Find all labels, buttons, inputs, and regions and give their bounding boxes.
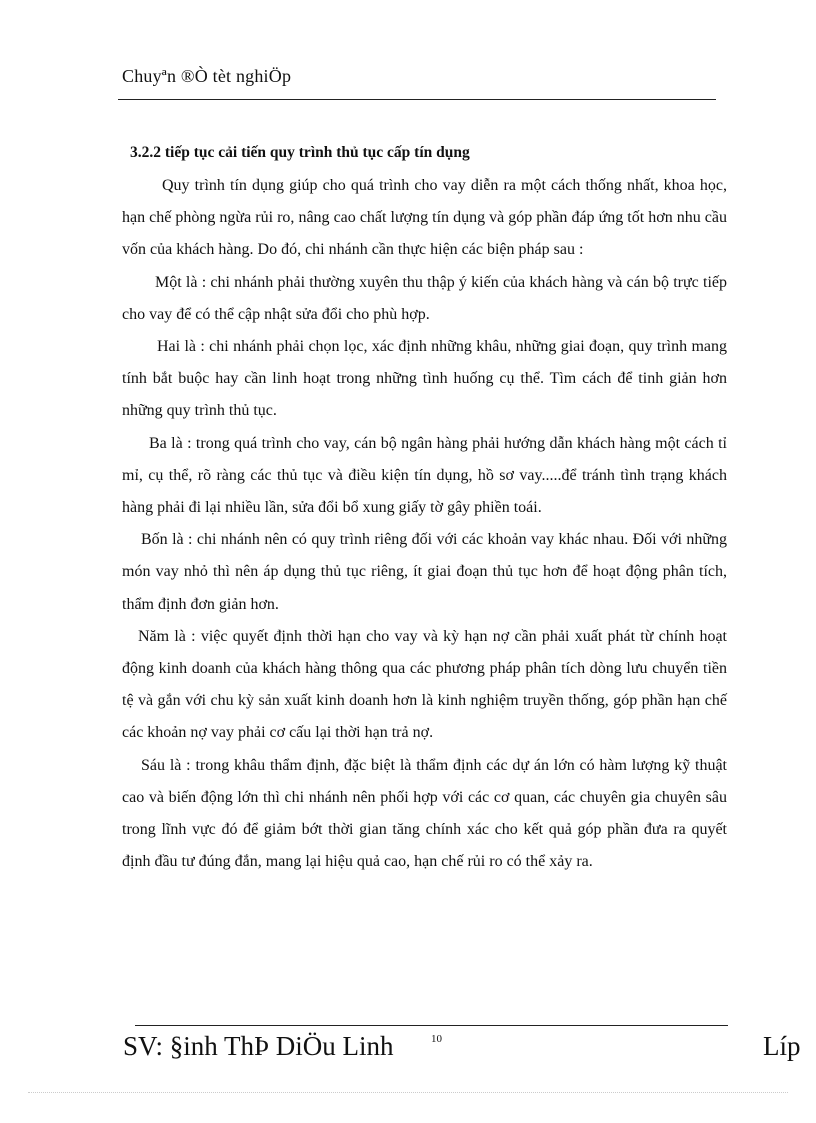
- footer-student-name: SV: §inh ThÞ DiÖu Linh: [123, 1031, 394, 1061]
- paragraph-point-1: Một là : chi nhánh phải thường xuyên thu thập ý kiến của khách hàng và cán bộ trực tiếp cho vay để có thể cập nhật sửa đổi cho phù hợp.: [122, 273, 727, 323]
- page-number: 10: [431, 1033, 442, 1045]
- paragraph-point-3: Ba là : trong quá trình cho vay, cán bộ ngân hàng phải hướng dẫn khách hàng một cách tỉ mỉ, cụ thể, rõ ràng các thủ tục và điều kiện tín dụng, hồ sơ vay.....để tránh tình trạng khách hàng phải đi lại nhiều lần, sửa đổi bổ xung giấy tờ gây phiền toái.: [122, 434, 727, 517]
- footer-divider: [135, 1025, 728, 1026]
- paragraph-point-5: Năm là : việc quyết định thời hạn cho vay và kỳ hạn nợ cần phải xuất phát từ chính hoạt động kinh doanh của khách hàng thông qua các phương pháp phân tích dòng lưu chuyển tiền tệ và gắn với chu kỳ sản xuất kinh doanh hơn là kinh nghiệm truyền thống, góp phần hạn chế các khoản nợ vay phải cơ cấu lại thời hạn trả nợ.: [122, 627, 727, 742]
- section-title: 3.2.2 tiếp tục cải tiến quy trình thủ tục cấp tín dụng: [130, 144, 470, 161]
- paragraph-point-6: Sáu là : trong khâu thẩm định, đặc biệt là thẩm định các dự án lớn có hàm lượng kỹ thuật cao và biến động lớn thì chi nhánh nên phối hợp với các cơ quan, các chuyên gia chuyên sâu trong lĩnh vực đó để giảm bớt thời gian tăng chính xác cho kết quả góp phần đưa ra quyết định đầu tư đúng đắn, mang lại hiệu quả cao, hạn chế rủi ro có thể xảy ra.: [122, 756, 727, 871]
- paragraph-point-2: Hai là : chi nhánh phải chọn lọc, xác định những khâu, những giai đoạn, quy trình mang tính bắt buộc hay cần linh hoạt trong những tình huống cụ thể. Tìm cách để tinh giản hơn những quy trình thủ tục.: [122, 338, 727, 420]
- page-header-title: Chuyªn ®Ò tèt nghiÖp: [122, 66, 292, 86]
- header-divider: [118, 99, 716, 100]
- paragraph-intro: Quy trình tín dụng giúp cho quá trình cho vay diễn ra một cách thống nhất, khoa học, hạn chế phòng ngừa rủi ro, nâng cao chất lượng tín dụng và góp phần đáp ứng tốt hơn nhu cầu vốn của khách hàng. Do đó, chi nhánh cần thực hiện các biện pháp sau :: [122, 177, 727, 259]
- paragraph-point-4: Bốn là : chi nhánh nên có quy trình riêng đối với các khoản vay khác nhau. Đối với những món vay nhỏ thì nên áp dụng thủ tục riêng, ít giai đoạn thủ tục hơn để hoạt động phân tích, thẩm định đơn giản hơn.: [122, 531, 727, 613]
- document-body: [122, 170, 727, 878]
- footer-class-label: Líp: [763, 1031, 801, 1061]
- page-bottom-dotted-line: [28, 1092, 788, 1093]
